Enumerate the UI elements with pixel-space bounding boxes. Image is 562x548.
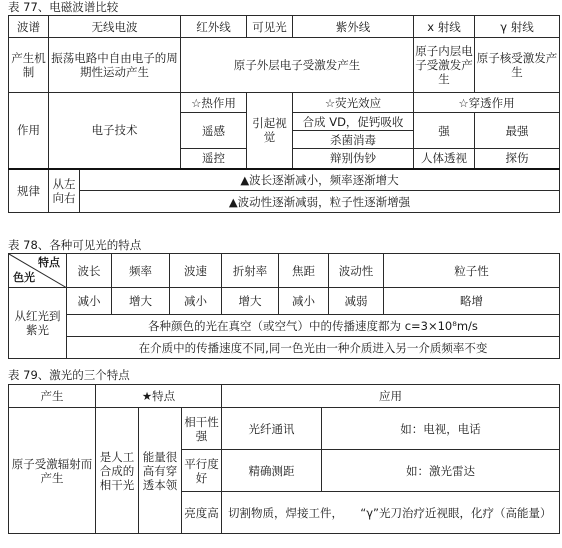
table-77-caption: 表 77、电磁波谱比较 — [8, 0, 119, 14]
t79-feature-coherent: 是人工合成的相干光 — [96, 408, 139, 534]
t77-head-infrared: 红外线 — [181, 16, 247, 38]
t77-head-uv: 紫外线 — [293, 16, 414, 38]
t77-use-label: 作用 — [9, 93, 49, 169]
t79-app-fiber: 光纤通讯 — [222, 408, 322, 450]
t77-gen-radio: 振荡电路中自由电子的周期性运动产生 — [49, 38, 181, 93]
t79-feature-energy: 能量很高有穿透本领 — [139, 408, 182, 534]
t77-gen-label: 产生机制 — [9, 38, 49, 93]
t77-use-x-2: 人体透视 — [414, 149, 475, 169]
t77-gen-inner: 原子内层电子受激发产生 — [414, 38, 475, 93]
t77-law-direction: 从左向右 — [49, 169, 80, 213]
t79-app-fiber-example: 如：电视，电话 — [322, 408, 560, 450]
t77-use-uv-3: 辩别伪钞 — [293, 149, 414, 169]
t78-v-particle-nature: 略增 — [384, 288, 560, 315]
t77-use-radio: 电子技术 — [49, 93, 181, 169]
t78-v-wave-nature: 减弱 — [329, 288, 384, 315]
t78-head-wavelength: 波长 — [67, 254, 112, 288]
t77-use-ir-2: 遥控 — [181, 149, 247, 169]
t77-gen-nucleus: 原子核受激发产生 — [475, 38, 560, 93]
t78-diag-bottom: 色光 — [13, 271, 35, 284]
t78-head-frequency: 频率 — [112, 254, 170, 288]
t79-app-ranging: 精确测距 — [222, 450, 322, 492]
t78-v-focal: 减小 — [279, 288, 329, 315]
t79-prop-brightness: 亮度高 — [182, 492, 222, 534]
t77-law-1: ▲波长逐渐减小，频率逐渐增大 — [80, 169, 560, 191]
t79-app-cutting: 切割物质，焊接工件， “γ”光刀治疗近视眼，化疗（高能量） — [222, 492, 560, 534]
t78-note-1: 各种颜色的光在真空（或空气）中的传播速度都为 c=3×10⁸m/s — [67, 315, 560, 337]
t79-generation: 原子受激辐射而产生 — [9, 408, 96, 534]
t77-head-gamma: γ 射线 — [475, 16, 560, 38]
t77-use-ir-1: 遥感 — [181, 113, 247, 149]
t77-law-label: 规律 — [9, 169, 49, 213]
t78-v-wavelength: 减小 — [67, 288, 112, 315]
t78-v-speed: 减小 — [170, 288, 222, 315]
t78-head-focal: 焦距 — [279, 254, 329, 288]
t77-use-g-1: 最强 — [475, 113, 560, 149]
t77-head-radio: 无线电波 — [49, 16, 181, 38]
t78-head-particle-nature: 粒子性 — [384, 254, 560, 288]
t78-v-frequency: 增大 — [112, 288, 170, 315]
t79-head-generation: 产生 — [9, 385, 96, 408]
t78-head-wave-nature: 波动性 — [329, 254, 384, 288]
t77-use-uv-1: 合成 VD，促钙吸收 — [293, 113, 414, 131]
t77-use-uv-2: 杀菌消毒 — [293, 131, 414, 149]
t77-use-g-2: 探伤 — [475, 149, 560, 169]
table-78 — [8, 253, 560, 359]
t77-use-visible: 引起视觉 — [247, 93, 293, 169]
t78-head-refraction: 折射率 — [222, 254, 279, 288]
t78-row-label: 从红光到紫光 — [9, 288, 67, 359]
table-79 — [8, 384, 560, 534]
t77-head-visible: 可见光 — [247, 16, 293, 38]
t79-prop-coherence: 相干性强 — [182, 408, 222, 450]
t77-head-xray: x 射线 — [414, 16, 475, 38]
t77-law-2: ▲波动性逐渐减弱，粒子性逐渐增强 — [80, 191, 560, 213]
t78-note-2: 在介质中的传播速度不同,同一色光由一种介质进入另一介质频率不变 — [67, 337, 560, 359]
t78-diagonal-header — [9, 254, 67, 288]
t78-head-speed: 波速 — [170, 254, 222, 288]
t77-head-spectrum: 波谱 — [9, 16, 49, 38]
t77-use-ir-head: ☆热作用 — [181, 93, 247, 113]
t78-diag-top: 特点 — [38, 256, 60, 269]
t79-head-features: ★特点 — [96, 385, 222, 408]
t77-gen-outer: 原子外层电子受激发产生 — [181, 38, 414, 93]
t77-use-x-1: 强 — [414, 113, 475, 149]
table-78-caption: 表 78、各种可见光的特点 — [8, 238, 142, 252]
t77-use-uv-head: ☆荧光效应 — [293, 93, 414, 113]
table-79-caption: 表 79、激光的三个特点 — [8, 368, 130, 382]
t79-app-ranging-example: 如：激光雷达 — [322, 450, 560, 492]
t79-head-application: 应用 — [222, 385, 560, 408]
t78-v-refraction: 增大 — [222, 288, 279, 315]
table-77 — [8, 15, 560, 213]
t77-use-pen-head: ☆穿透作用 — [414, 93, 560, 113]
t79-prop-parallel: 平行度好 — [182, 450, 222, 492]
